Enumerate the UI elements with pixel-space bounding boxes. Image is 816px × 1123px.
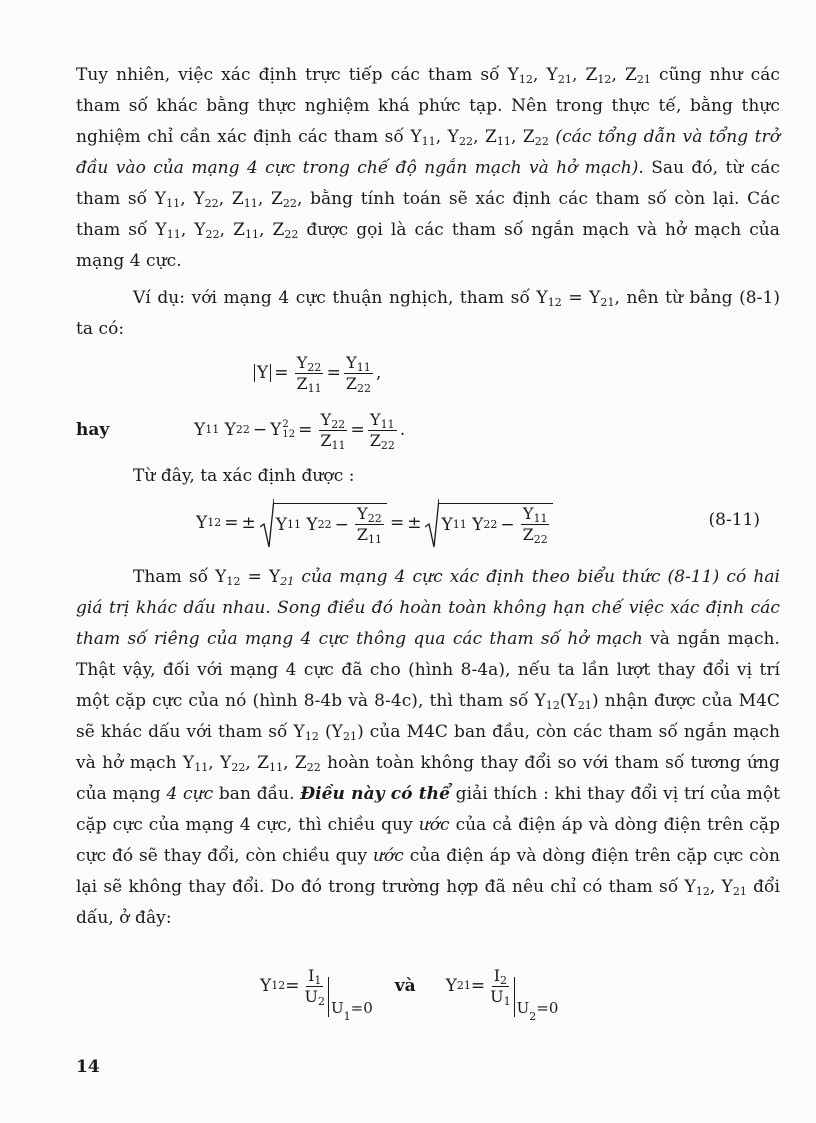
equation-y12-y21: Y 12 = $\frac{I_1}{U_2}$ U 1 = 0 và Y 21 = $\frac{I_2}{U_1}$ U 2 = 0 bbox=[260, 965, 559, 1023]
paragraph-4: Tham số $Y_{12} = Y_{21}$ của mạng 4 cực xác định theo biểu thức (8-11) có hai giá trị khác dấu nhau. Song điều đó hoàn toàn không hạn chế việc xác định các tham số riêng của mạng 4 cực thông qua các tham số hở mạch và ngắn mạch. Thật vậy, đối với mạng 4 cực đã cho (hình 8-4a), nếu ta lần lượt thay đổi vị trí một cặp cực của nó (hình 8-4b và 8-4c), thì tham số $Y_{12}(Y_{21})$ nhận được của M4C sẽ khác dấu với tham số $Y_{12}$ $(Y_{21})$ của M4C ban đầu, còn các tham số ngắn mạch và hở mạch $Y_{11}$, $Y_{22}$, $Z_{11}$, $Z_{22}$ hoàn toàn không thay đổi so với tham số tương ứng của mạng 4 cực ban đầu. Điều này có thể giải thích : khi thay đổi vị trí của một cặp cực của mạng 4 cực, thì chiều quy ước của cả điện áp và dòng điện trên cặp cực đó sẽ thay đổi, còn chiều quy ước của điện áp và dòng điện trên cặp cực còn lại sẽ không thay đổi. Do đó trong trường hợp đã nêu chỉ có tham số $Y_{12}$, $Y_{21}$ đổi dấu, ở đây: bbox=[76, 567, 781, 928]
equation-hay: hay Y 11 Y 22 − Y 2 12 = $\frac{Y_{22}}{Z_{11}}$ = $\frac{Y_{11}}{Z_{22}}$ . bbox=[76, 409, 406, 452]
page-body bbox=[76, 60, 780, 1026]
paragraph-3: Từ đây, ta xác định được : bbox=[133, 466, 355, 486]
paragraph-1: Tuy nhiên, việc xác định trực tiếp các tham số $Y_{12}$, $Y_{21}$, $Z_{12}$, $Z_{21}$ cũng như các tham số khác bằng thực nghiệm khá phức tạp. Nên trong thực tế, bằng thực nghiệm chỉ cần xác định các tham số $Y_{11}$, $Y_{22}$, $Z_{11}$, $Z_{22}$ (các tổng dẫn và tổng trở đầu vào của mạng 4 cực trong chế độ ngắn mạch và hở mạch). Sau đó, từ các tham số $Y_{11}$, $Y_{22}$, $Z_{11}$, $Z_{22}$, bằng tính toán sẽ xác định các tham số còn lại. Các tham số $Y_{11}$, $Y_{22}$, $Z_{11}$, $Z_{22}$ được gọi là các tham số ngắn mạch và hở mạch của mạng 4 cực. bbox=[76, 65, 780, 271]
paragraph-2: Ví dụ: với mạng 4 cực thuận nghịch, tham số $Y_{12} = Y_{21}$, nên từ bảng (8-1) ta có: bbox=[76, 288, 780, 339]
equation-number: (8-11) bbox=[708, 510, 760, 530]
page-number: 14 bbox=[76, 1057, 100, 1077]
equation-8-11: Y 12 = ± Y 11 Y 22 − $\frac{Y_{22}}{Z_{11}}$ = ± Y 11 Y 22 − $\frac{Y_{11}}{Z_{22}}$ (8-11) bbox=[76, 492, 780, 554]
equation-det-y: Y = $\frac{Y_{22}}{Z_{11}}$ = $\frac{Y_{11}}{Z_{22}}$ , bbox=[76, 345, 780, 401]
